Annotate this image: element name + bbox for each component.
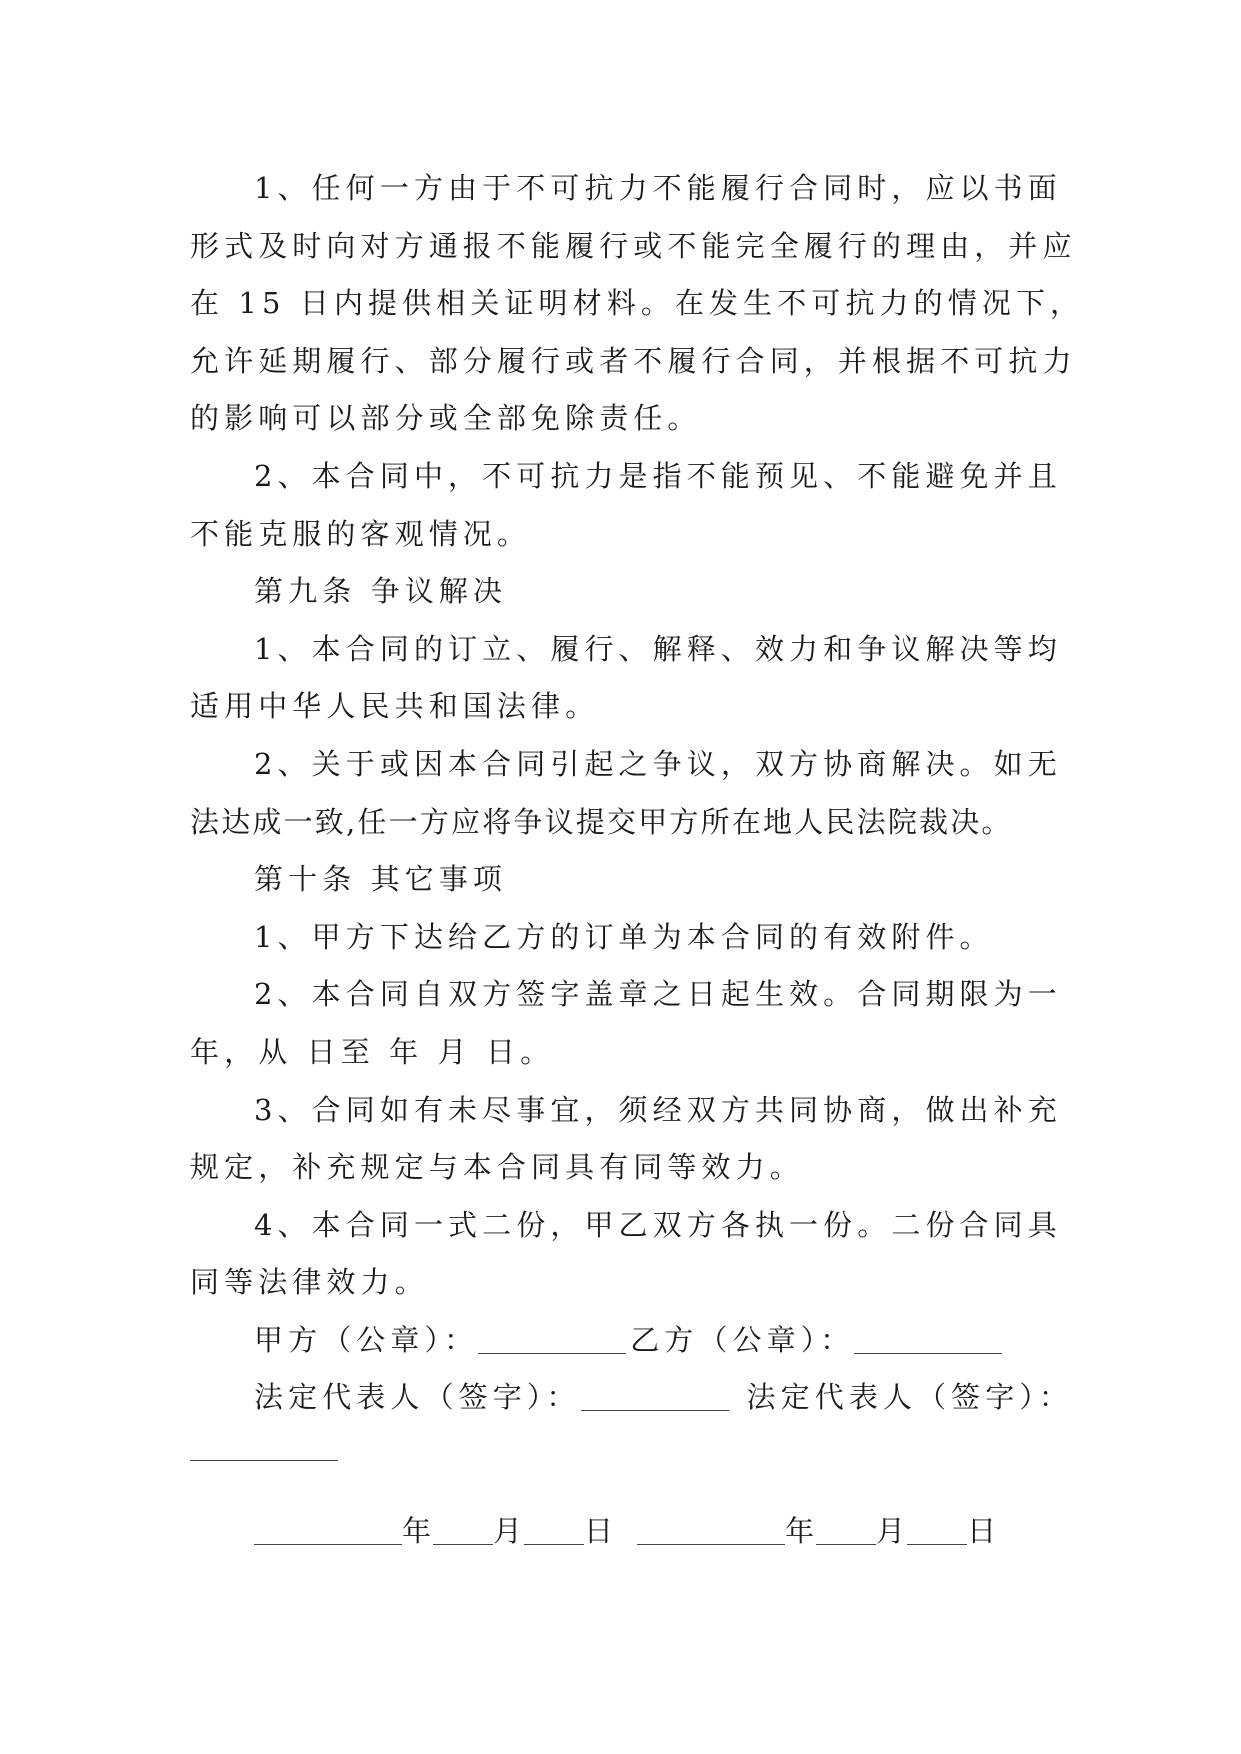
paragraph-line: 4、本合同一式二份，甲乙双方各执一份。二份合同具 [254, 1207, 1062, 1242]
date-b-year-blank[interactable] [637, 1508, 785, 1545]
paragraph-line: 法达成一致,任一方应将争议提交甲方所在地人民法院裁决。 [190, 804, 1013, 839]
section-heading: 第九条 争议解决 [254, 574, 508, 609]
paragraph-line: 2、本合同中，不可抗力是指不能预见、不能避免并且 [254, 458, 1062, 493]
paragraph-line: 1、任何一方由于不可抗力不能履行合同时，应以书面 [254, 171, 1062, 205]
representative-line [190, 1369, 1074, 1427]
date-b-day-label: 日 [967, 1513, 999, 1548]
rep-a-blank[interactable] [581, 1374, 729, 1411]
paragraph-line: 允许延期履行、部分履行或者不履行合同，并根据不可抗力 [190, 343, 1077, 378]
paragraph-line: 2、本合同自双方签字盖章之日起生效。合同期限为一 [254, 977, 1062, 1012]
paragraph-line: 年，从 日至 年 月 日。 [190, 1034, 555, 1069]
date-b-month-label: 月 [876, 1513, 908, 1548]
paragraph-line: 适用中华人民共和国法律。 [190, 689, 600, 724]
date-a-day-blank[interactable] [524, 1508, 584, 1545]
date-b-year-label: 年 [785, 1513, 817, 1548]
paragraph-line: 1、甲方下达给乙方的订单为本合同的有效附件。 [254, 919, 994, 954]
paragraph-line: 规定，补充规定与本合同具有同等效力。 [190, 1150, 804, 1185]
date-line [190, 1503, 1050, 1561]
date-a-month-blank[interactable] [433, 1508, 493, 1545]
date-a-month-label: 月 [493, 1513, 525, 1548]
party-a-seal-blank[interactable] [478, 1317, 626, 1354]
date-b-day-blank[interactable] [907, 1508, 967, 1545]
paragraph-line: 3、合同如有未尽事宜，须经双方共同协商，做出补充 [254, 1092, 1062, 1127]
document-body [190, 160, 1085, 1560]
paragraph-line: 在 15 日内提供相关证明材料。在发生不可抗力的情况下， [190, 286, 1085, 321]
rep-a-label: 法定代表人（签字）： [254, 1380, 581, 1415]
party-b-seal-blank[interactable] [854, 1317, 1002, 1354]
paragraph-line: 2、关于或因本合同引起之争议，双方协商解决。如无 [254, 746, 1062, 781]
date-b-month-blank[interactable] [816, 1508, 876, 1545]
seal-line [190, 1312, 1050, 1370]
party-b-seal-label: 乙方（公章）： [630, 1322, 855, 1357]
paragraph-line: 1、本合同的订立、履行、解释、效力和争议解决等均 [254, 631, 1062, 666]
rep-b-blank-line [190, 1427, 1050, 1485]
paragraph-line: 不能克服的客观情况。 [190, 516, 532, 551]
date-a-year-blank[interactable] [254, 1508, 402, 1545]
party-a-seal-label: 甲方（公章）： [254, 1322, 479, 1357]
spacer [190, 1485, 1050, 1503]
paragraph-line: 的影响可以部分或全部免除责任。 [190, 401, 702, 436]
date-a-year-label: 年 [402, 1513, 434, 1548]
rep-b-blank[interactable] [190, 1424, 338, 1461]
rep-b-label: 法定代表人（签字）： [746, 1380, 1074, 1415]
paragraph-line: 形式及时向对方通报不能履行或不能完全履行的理由，并应 [190, 228, 1077, 263]
section-heading: 第十条 其它事项 [254, 862, 508, 897]
paragraph-line: 同等法律效力。 [190, 1265, 429, 1300]
date-a-day-label: 日 [584, 1513, 616, 1548]
